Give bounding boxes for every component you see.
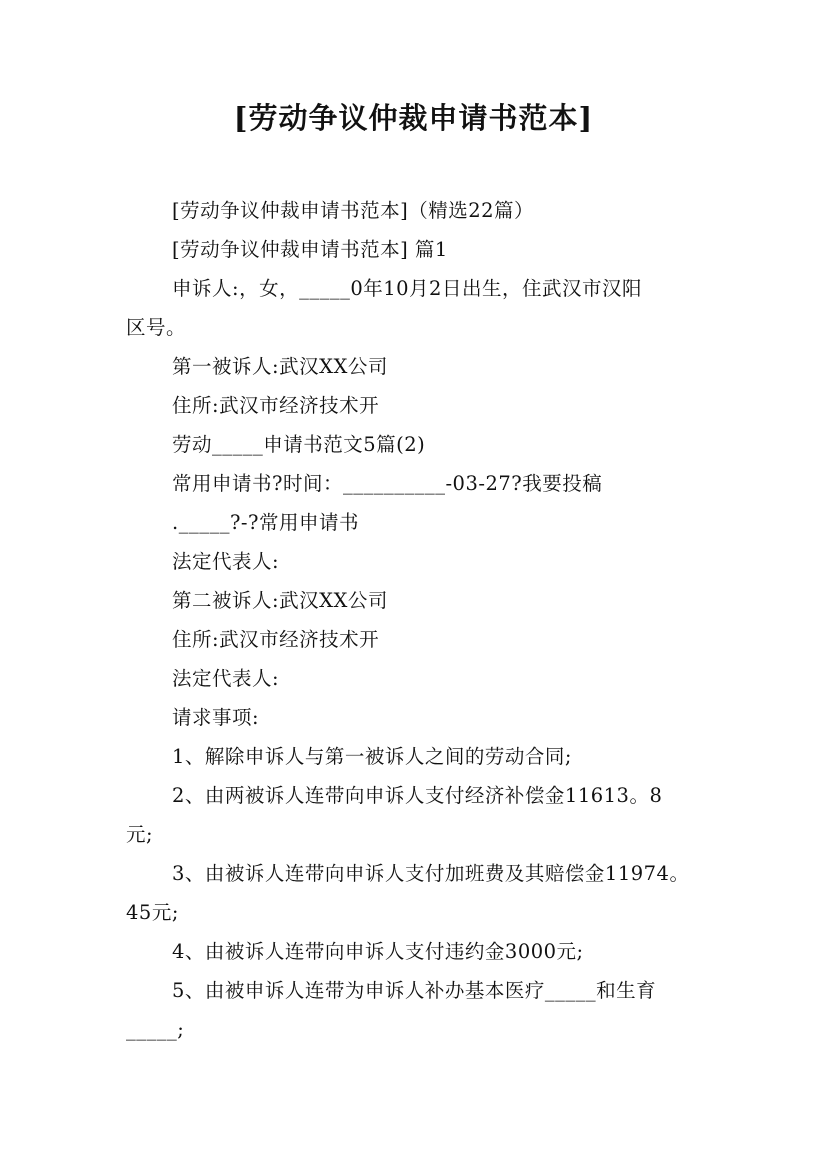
text-line: ._____?-?常用申请书 <box>172 511 359 534</box>
request-item-3-cont: 45元; <box>126 901 179 924</box>
request-item-4: 4、由被诉人连带向申诉人支付违约金3000元; <box>172 940 584 963</box>
first-address-line: 住所:武汉市经济技术开 <box>172 394 380 417</box>
applicant-line: 申诉人:，女，_____0年10月2日出生，住武汉市汉阳 <box>172 277 642 300</box>
request-item-2: 2、由两被诉人连带向申诉人支付经济补偿金11613。8 <box>172 784 663 807</box>
text-line: 劳动_____申请书范文5篇(2) <box>172 433 426 456</box>
request-item-1: 1、解除申诉人与第一被诉人之间的劳动合同; <box>172 745 572 768</box>
request-item-2-cont: 元; <box>126 823 154 846</box>
second-address-line: 住所:武汉市经济技术开 <box>172 628 380 651</box>
text-line: 常用申请书?时间：__________-03-27?我要投稿 <box>172 472 603 495</box>
document-title: [劳动争议仲裁申请书范本] <box>233 101 594 135</box>
request-item-5: 5、由被申诉人连带为申诉人补办基本医疗_____和生育 <box>172 979 657 1002</box>
applicant-line-cont: 区号。 <box>126 316 187 339</box>
request-item-5-cont: _____; <box>126 1018 185 1041</box>
subtitle-line: [劳动争议仲裁申请书范本]（精选22篇） <box>172 199 535 222</box>
requests-heading: 请求事项: <box>172 706 260 729</box>
legal-rep-line: 法定代表人: <box>172 667 280 690</box>
request-item-3: 3、由被诉人连带向申诉人支付加班费及其赔偿金11974。 <box>172 862 690 885</box>
legal-rep-line: 法定代表人: <box>172 550 280 573</box>
second-respondent-line: 第二被诉人:武汉XX公司 <box>172 589 388 612</box>
first-respondent-line: 第一被诉人:武汉XX公司 <box>172 355 388 378</box>
section-heading: [劳动争议仲裁申请书范本] 篇1 <box>172 238 448 261</box>
